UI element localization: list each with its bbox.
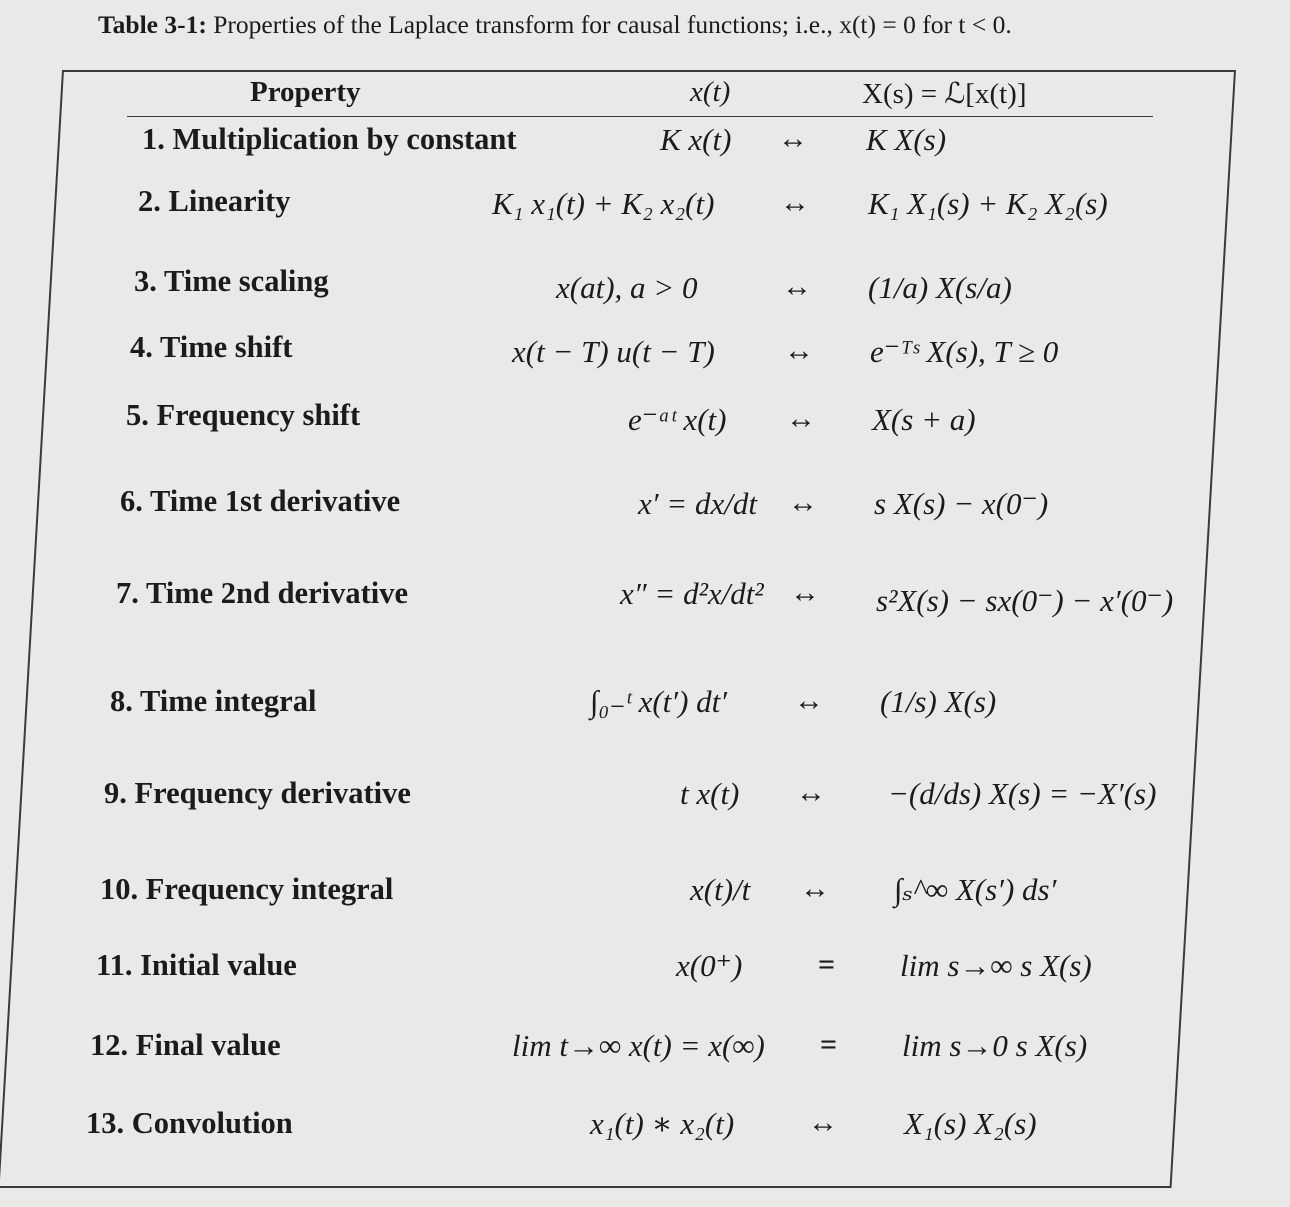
time-domain-expr: K₁ x₁(t) + K₂ x₂(t)	[492, 186, 715, 221]
time-domain-expr: e⁻ᵃᵗ x(t)	[628, 402, 727, 437]
time-domain-expr: x(at), a > 0	[556, 270, 698, 305]
property-label: 13. Convolution	[86, 1106, 293, 1140]
property-label: 3. Time scaling	[134, 264, 329, 298]
time-domain-expr: lim t→∞ x(t) = x(∞)	[512, 1028, 765, 1063]
time-domain-expr: x₁(t) ∗ x₂(t)	[590, 1106, 735, 1141]
property-label: 12. Final value	[90, 1028, 281, 1062]
transform-pair-symbol: ↔	[800, 872, 830, 905]
transform-pair-symbol: ↔	[808, 1106, 838, 1139]
s-domain-expr: (1/a) X(s/a)	[868, 270, 1012, 305]
time-domain-expr: x′ = dx/dt	[638, 486, 757, 521]
property-label: 6. Time 1st derivative	[120, 484, 401, 518]
property-label: 1. Multiplication by constant	[142, 122, 517, 156]
s-domain-expr: K₁ X₁(s) + K₂ X₂(s)	[868, 186, 1108, 221]
time-domain-expr: x″ = d²x/dt²	[620, 576, 764, 611]
s-domain-expr: ∫ₛ^∞ X(s′) ds′	[894, 872, 1057, 907]
s-domain-expr: s²X(s) − sx(0⁻) − x′(0⁻)	[876, 583, 1174, 618]
transform-pair-symbol: ↔	[782, 270, 812, 303]
time-domain-expr: t x(t)	[680, 776, 740, 811]
transform-pair-symbol: ↔	[790, 576, 820, 609]
header-property: Property	[250, 76, 361, 108]
property-label: 8. Time integral	[110, 684, 317, 718]
table-caption	[98, 10, 1012, 40]
equals-symbol: =	[818, 948, 836, 981]
property-label: 4. Time shift	[130, 330, 293, 364]
time-domain-expr: x(t − T) u(t − T)	[512, 334, 715, 369]
caption-label: Table 3-1:	[98, 10, 207, 39]
time-domain-expr: x(0⁺)	[676, 948, 743, 983]
transform-pair-symbol: ↔	[788, 486, 818, 519]
property-label: 5. Frequency shift	[126, 398, 361, 432]
equals-symbol: =	[820, 1028, 838, 1061]
transform-pair-symbol: ↔	[796, 776, 826, 809]
s-domain-expr: lim s→∞ s X(s)	[900, 948, 1092, 983]
header-Xs: X(s) = ℒ[x(t)]	[862, 78, 1027, 110]
time-domain-expr: ∫₀₋ᵗ x(t′) dt′	[590, 684, 728, 719]
property-label: 2. Linearity	[138, 184, 291, 218]
s-domain-expr: −(d/ds) X(s) = −X′(s)	[888, 776, 1157, 811]
caption-text: Properties of the Laplace transform for causal functions; i.e., x(t) = 0 for t < 0.	[213, 10, 1012, 39]
transform-pair-symbol: ↔	[794, 684, 824, 717]
transform-pair-symbol: ↔	[780, 186, 810, 219]
property-label: 9. Frequency derivative	[104, 776, 411, 810]
s-domain-expr: (1/s) X(s)	[880, 684, 997, 719]
time-domain-expr: x(t)/t	[690, 872, 751, 907]
property-label: 10. Frequency integral	[100, 872, 394, 906]
property-label: 11. Initial value	[96, 948, 297, 982]
s-domain-expr: e⁻ᵀˢ X(s), T ≥ 0	[870, 334, 1059, 369]
s-domain-expr: X(s + a)	[872, 402, 976, 437]
s-domain-expr: X₁(s) X₂(s)	[904, 1106, 1037, 1141]
table-frame	[0, 70, 1236, 1188]
transform-pair-symbol: ↔	[786, 402, 816, 435]
transform-pair-symbol: ↔	[784, 334, 814, 367]
s-domain-expr: s X(s) − x(0⁻)	[874, 486, 1049, 521]
header-xt: x(t)	[690, 76, 731, 108]
s-domain-expr: K X(s)	[866, 122, 947, 157]
property-label: 7. Time 2nd derivative	[116, 576, 409, 610]
transform-pair-symbol: ↔	[778, 122, 808, 155]
time-domain-expr: K x(t)	[660, 122, 732, 157]
header-divider	[127, 116, 1153, 117]
s-domain-expr: lim s→0 s X(s)	[902, 1028, 1088, 1063]
